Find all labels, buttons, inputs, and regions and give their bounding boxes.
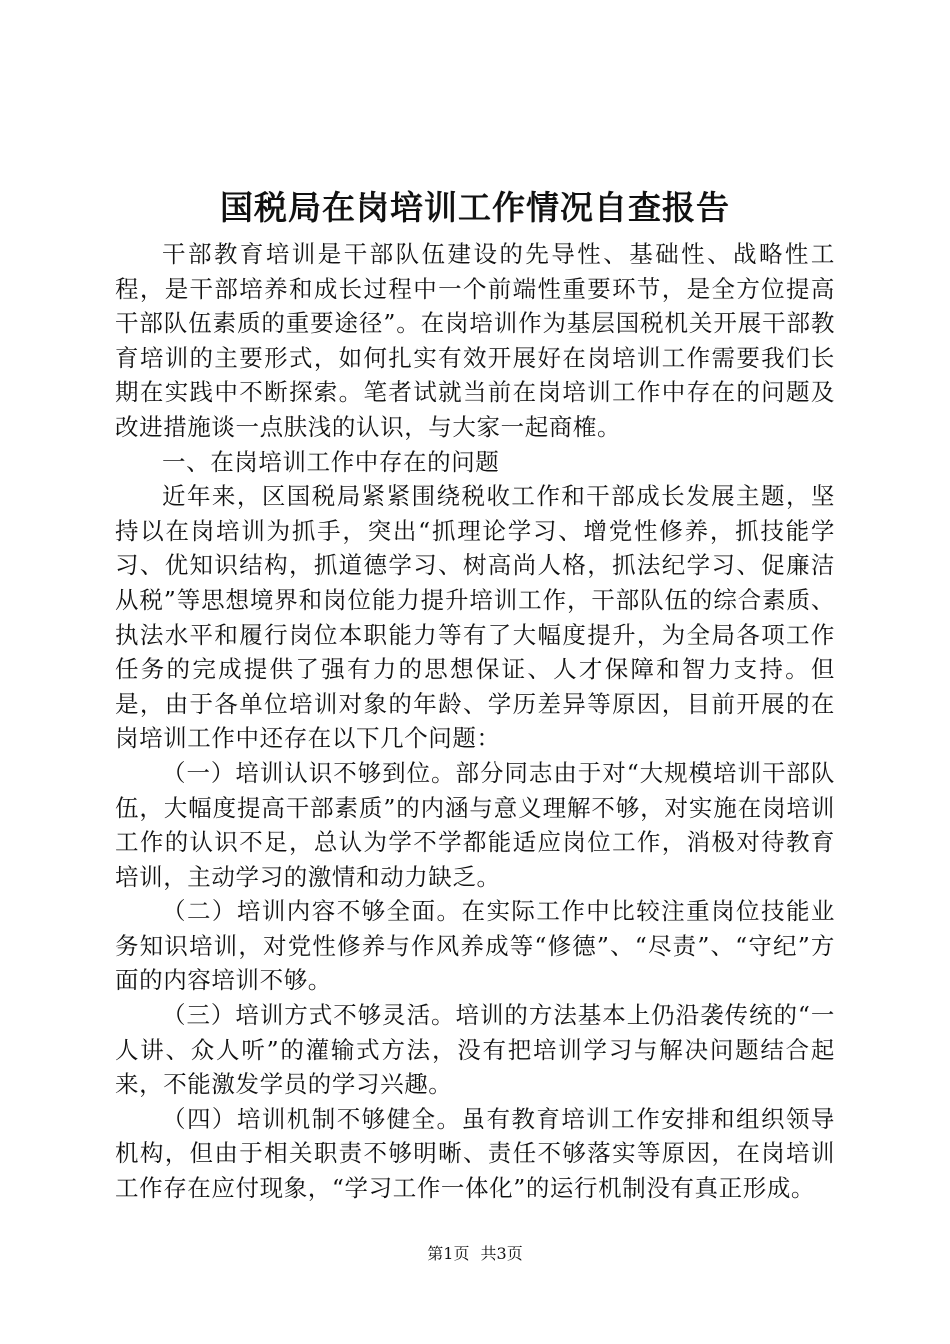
- document-body: [115, 237, 835, 1206]
- document-title: 国税局在岗培训工作情况自查报告: [220, 188, 730, 227]
- paragraph-issue-4: （四）培训机制不够健全。虽有教育培训工作安排和组织领导机构，但由于相关职责不够明晰、责任不够落实等原因，在岗培训工作存在应付现象，“学习工作一体化”的运行机制没有真正形成。: [115, 1104, 835, 1203]
- paragraph-overview: 近年来，区国税局紧紧围绕税收工作和干部成长发展主题，坚持以在岗培训为抓手，突出“抓理论学习、增党性修养，抓技能学习、优知识结构，抓道德学习、树高尚人格，抓法纪学习、促廉洁从税”等思想境界和岗位能力提升培训工作，干部队伍的综合素质、执法水平和履行岗位本职能力等有了大幅度提升，为全局各项工作任务的完成提供了强有力的思想保证、人才保障和智力支持。但是，由于各单位培训对象的年龄、学历差异等原因，目前开展的在岗培训工作中还存在以下几个问题：: [115, 482, 835, 753]
- paragraph-issue-3: （三）培训方式不够灵活。培训的方法基本上仍沿袭传统的“一人讲、众人听”的灌输式方法，没有把培训学习与解决问题结合起来，不能激发学员的学习兴趣。: [115, 1001, 835, 1099]
- paragraph-issue-2: （二）培训内容不够全面。在实际工作中比较注重岗位技能业务知识培训，对党性修养与作风养成等“修德”、“尽责”、“守纪”方面的内容培训不够。: [115, 897, 835, 995]
- page-footer: 第1页 共3页: [427, 1244, 523, 1263]
- section-heading: 一、在岗培训工作中存在的问题: [162, 447, 500, 476]
- paragraph-issue-1: （一）培训认识不够到位。部分同志由于对“大规模培训干部队伍，大幅度提高干部素质”的内涵与意义理解不够，对实施在岗培训工作的认识不足，总认为学不学都能适应岗位工作，消极对待教育培训，主动学习的激情和动力缺乏。: [115, 758, 835, 891]
- paragraph-intro: 干部教育培训是干部队伍建设的先导性、基础性、战略性工程，是干部培养和成长过程中一个前端性重要环节，是全方位提高干部队伍素质的重要途径”。在岗培训作为基层国税机关开展干部教育培训的主要形式，如何扎实有效开展好在岗培训工作需要我们长期在实践中不断探索。笔者试就当前在岗培训工作中存在的问题及改进措施谈一点肤浅的认识，与大家一起商榷。: [115, 240, 835, 441]
